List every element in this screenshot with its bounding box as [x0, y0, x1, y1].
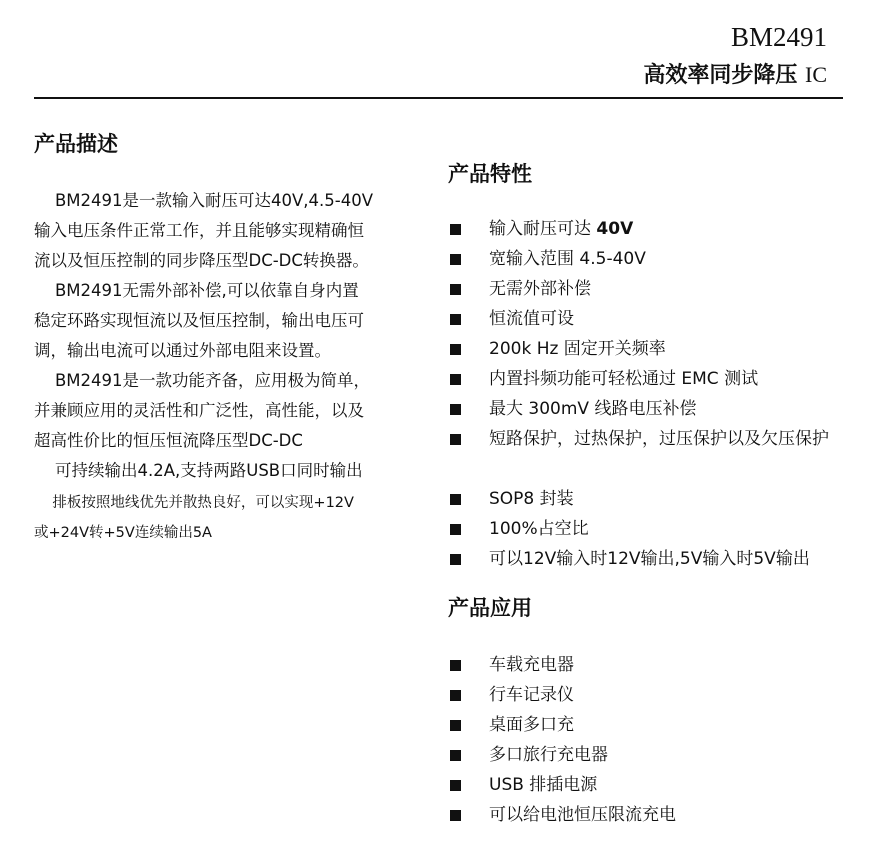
description-line: 调，输出电流可以通过外部电阻来设置。 [34, 341, 331, 360]
feature-text: 可以12V输入时12V输出,5V输入时5V输出 [489, 549, 810, 569]
bullet-icon [450, 284, 461, 295]
application-text: 桌面多口充 [489, 715, 574, 735]
title-en: IC [805, 62, 827, 87]
application-text: 多口旅行充电器 [489, 745, 608, 765]
description-line: 输入电压条件正常工作，并且能够实现精确恒 [34, 221, 364, 240]
feature-text: 200k Hz 固定开关频率 [489, 339, 666, 359]
features-list [450, 214, 849, 574]
description-line: 可持续输出4.2A,支持两路USB口同时输出 [34, 461, 363, 480]
feature-text: 最大 300mV 线路电压补偿 [489, 399, 697, 419]
bullet-icon [450, 494, 461, 505]
bullet-icon [450, 524, 461, 535]
title-cn: 高效率同步降压 [643, 63, 798, 88]
feature-text: 恒流值可设 [489, 309, 574, 329]
feature-emphasis: 40V [596, 219, 634, 239]
bullet-icon [450, 224, 461, 235]
list-item [450, 514, 849, 544]
feature-text: 宽输入范围 4.5-40V [489, 249, 646, 269]
description-line: BM2491是一款功能齐备，应用极为简单， [34, 371, 371, 390]
list-item [450, 740, 849, 770]
application-text: 行车记录仪 [489, 685, 574, 705]
applications-heading: 产品应用 [448, 596, 532, 620]
bullet-icon [450, 374, 461, 385]
bullet-icon [450, 720, 461, 731]
document-title [643, 58, 827, 89]
header-rule [34, 97, 843, 99]
bullet-icon [450, 344, 461, 355]
description-line: BM2491是一款输入耐压可达40V,4.5-40V [34, 191, 374, 210]
part-number: BM2491 [730, 22, 827, 52]
description-note-line: 或+24V转+5V连续输出5A [34, 525, 212, 541]
description-line: 超高性价比的恒压恒流降压型DC-DC [34, 431, 303, 450]
bullet-icon [450, 750, 461, 761]
list-item [450, 394, 849, 424]
list-item [450, 770, 849, 800]
list-item [450, 680, 849, 710]
applications-list [450, 650, 849, 830]
description-heading: 产品描述 [34, 132, 118, 156]
list-item [450, 484, 849, 514]
feature-text: 输入耐压可达 [489, 219, 597, 239]
description-line: BM2491无需外部补偿,可以依靠自身内置 [34, 281, 359, 300]
bullet-icon [450, 690, 461, 701]
bullet-icon [450, 314, 461, 325]
list-item [450, 334, 849, 364]
description-note-line: 排板按照地线优先并散热良好，可以实现+12V [34, 495, 354, 511]
features-heading: 产品特性 [448, 162, 532, 186]
application-text: 车载充电器 [489, 655, 574, 675]
bullet-icon [450, 404, 461, 415]
application-text: USB 排插电源 [489, 775, 598, 795]
description-line: 并兼顾应用的灵活性和广泛性，高性能，以及 [34, 401, 364, 420]
list-item [450, 214, 849, 244]
feature-text: 100%占空比 [489, 519, 589, 539]
bullet-icon [450, 554, 461, 565]
list-item [450, 800, 849, 830]
bullet-icon [450, 780, 461, 791]
bullet-icon [450, 810, 461, 821]
list-item [450, 710, 849, 740]
feature-text: 短路保护，过热保护，过压保护以及欠压保护 [489, 429, 829, 449]
bullet-icon [450, 434, 461, 445]
feature-text: SOP8 封装 [489, 489, 574, 509]
feature-text: 内置抖频功能可轻松通过 EMC 测试 [489, 369, 759, 389]
description-body [34, 186, 454, 548]
list-item [450, 424, 849, 484]
bullet-icon [450, 660, 461, 671]
list-item [450, 244, 849, 274]
application-text: 可以给电池恒压限流充电 [489, 805, 676, 825]
bullet-icon [450, 254, 461, 265]
list-item [450, 544, 849, 574]
description-line: 流以及恒压控制的同步降压型DC-DC转换器。 [34, 251, 369, 270]
list-item [450, 650, 849, 680]
feature-text: 无需外部补偿 [489, 279, 591, 299]
list-item [450, 274, 849, 304]
list-item [450, 364, 849, 394]
description-line: 稳定环路实现恒流以及恒压控制，输出电压可 [34, 311, 364, 330]
list-item [450, 304, 849, 334]
